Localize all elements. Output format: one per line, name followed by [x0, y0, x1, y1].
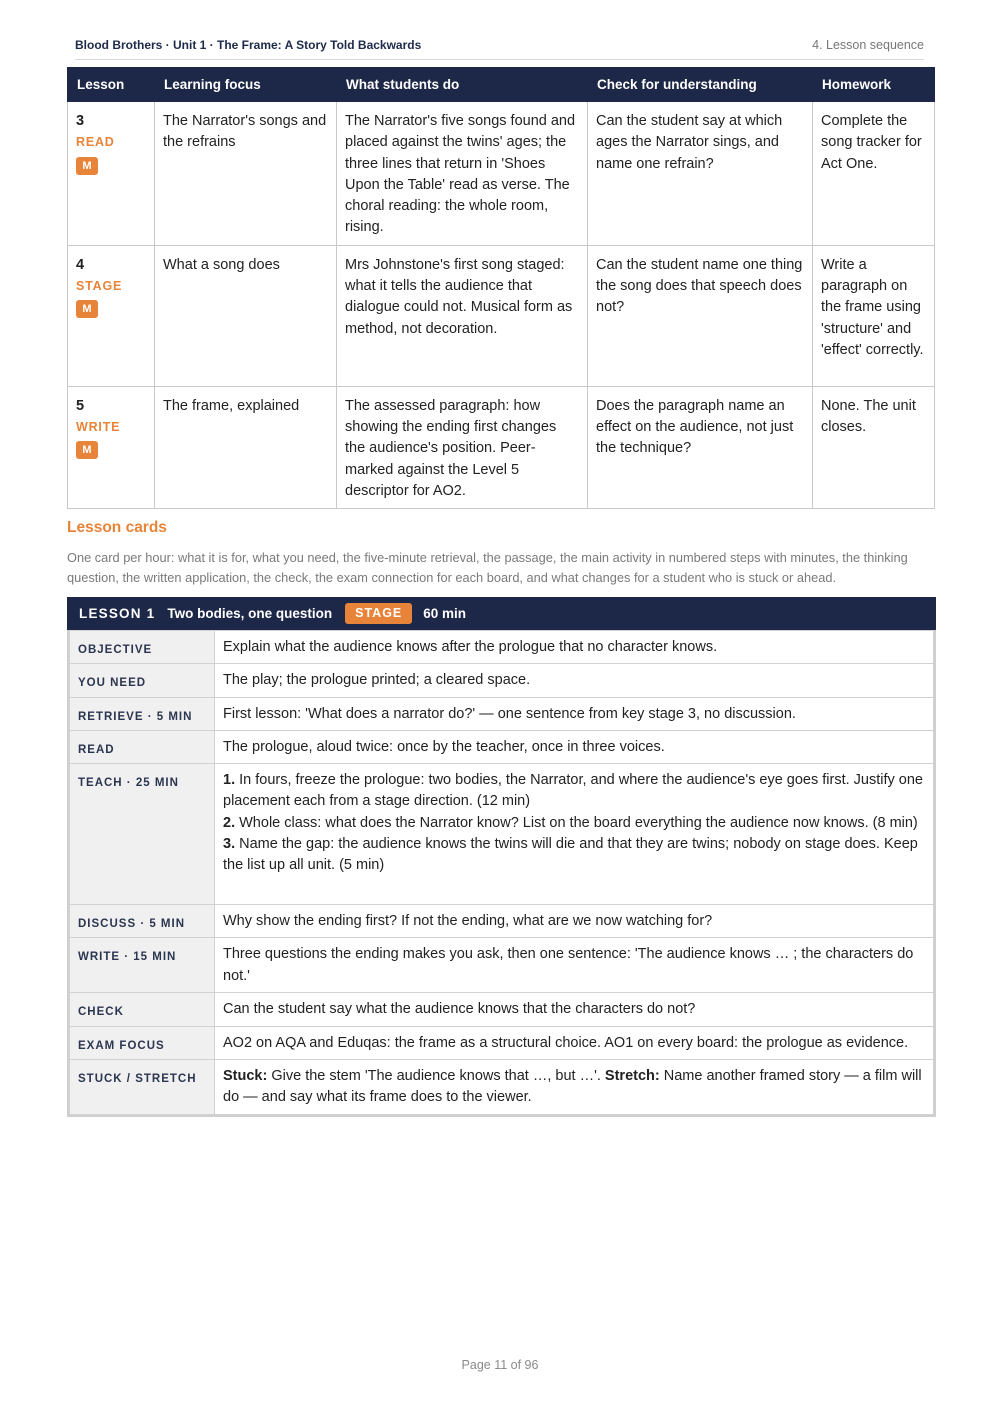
step-number: 1. — [223, 772, 236, 789]
row-label: READ — [70, 730, 215, 763]
row-label: RETRIEVE · 5 MIN — [70, 697, 215, 730]
stuck-label: Stuck: — [223, 1068, 268, 1085]
lesson-number: 5 — [76, 397, 85, 414]
card-header — [67, 597, 936, 630]
lesson-tag: WRITE — [76, 420, 121, 435]
page-number: Page 11 of 96 — [461, 1358, 539, 1372]
row-label: EXAM FOCUS — [70, 1026, 215, 1059]
step-text: Whole class: what does the Narrator know? List on the board everything the audience now knows. (8 min) — [239, 814, 918, 831]
card-row — [70, 1026, 934, 1059]
row-value: Explain what the audience knows after the prologue that no character knows. — [215, 631, 934, 664]
homework-cell: None. The unit closes. — [813, 386, 935, 508]
homework-cell: Complete the song tracker for Act One. — [813, 102, 935, 246]
row-label: WRITE · 15 MIN — [70, 938, 215, 993]
stuck-text: Give the stem 'The audience knows that …, but …'. — [271, 1068, 601, 1085]
page-header — [75, 37, 924, 60]
column-header: Check for understanding — [588, 68, 813, 102]
row-value: The play; the prologue printed; a cleared space. — [215, 664, 934, 697]
table-row — [68, 102, 935, 246]
card-table — [69, 630, 934, 1115]
card-row — [70, 697, 934, 730]
row-label: YOU NEED — [70, 664, 215, 697]
m-badge: M — [76, 300, 98, 318]
focus-cell: The frame, explained — [155, 386, 337, 508]
row-value: Why show the ending first? If not the ending, what are we now watching for? — [215, 905, 934, 938]
card-duration: 60 min — [423, 606, 467, 621]
card-lesson-label: LESSON 1 — [79, 606, 156, 621]
row-label: DISCUSS · 5 MIN — [70, 905, 215, 938]
teach-step — [223, 834, 925, 877]
activity-cell: The Narrator's five songs found and placed against the twins' ages; the three lines that return in 'Shoes Upon the Table' read as verse. The choral reading: the whole room, rising. — [337, 102, 588, 246]
unit-title: Blood Brothers · Unit 1 · The Frame: A Story Told Backwards — [75, 38, 422, 52]
column-header: What students do — [337, 68, 588, 102]
card-row — [70, 730, 934, 763]
row-value: Can the student say what the audience knows that the characters do not? — [215, 993, 934, 1026]
activity-cell: The assessed paragraph: how showing the ending first changes the audience's position. Peer-marked against the Level 5 descriptor for AO2. — [337, 386, 588, 508]
table-row — [68, 386, 935, 508]
row-value — [215, 764, 934, 905]
lesson-number: 4 — [76, 256, 85, 273]
card-row — [70, 631, 934, 664]
table-row — [68, 245, 935, 386]
check-cell: Can the student say at which ages the Narrator sings, and name one refrain? — [588, 102, 813, 246]
column-header: Lesson — [68, 68, 155, 102]
row-value: AO2 on AQA and Eduqas: the frame as a structural choice. AO1 on every board: the prologue as evidence. — [215, 1026, 934, 1059]
focus-cell: What a song does — [155, 245, 337, 386]
card-row — [70, 938, 934, 993]
row-label: STUCK / STRETCH — [70, 1060, 215, 1115]
m-badge: M — [76, 441, 98, 459]
step-number: 2. — [223, 814, 236, 831]
row-label: OBJECTIVE — [70, 631, 215, 664]
lesson-tag: STAGE — [76, 279, 123, 294]
card-mode-badge: STAGE — [345, 603, 412, 624]
teach-step — [223, 770, 925, 813]
card-row — [70, 905, 934, 938]
stretch-label: Stretch: — [604, 1068, 660, 1085]
card-row — [70, 664, 934, 697]
section-heading: Lesson cards — [67, 519, 167, 536]
lesson-tag: READ — [76, 135, 115, 150]
row-value: The prologue, aloud twice: once by the teacher, once in three voices. — [215, 730, 934, 763]
m-badge: M — [76, 157, 98, 175]
column-header: Learning focus — [155, 68, 337, 102]
focus-cell: The Narrator's songs and the refrains — [155, 102, 337, 246]
row-label: TEACH · 25 MIN — [70, 764, 215, 905]
lesson-sequence-table — [67, 67, 935, 509]
homework-cell: Write a paragraph on the frame using 'structure' and 'effect' correctly. — [813, 245, 935, 386]
check-cell: Can the student name one thing the song does that speech does not? — [588, 245, 813, 386]
card-row — [70, 1060, 934, 1115]
check-cell: Does the paragraph name an effect on the audience, not just the technique? — [588, 386, 813, 508]
table-header-row — [68, 68, 935, 102]
section-intro: One card per hour: what it is for, what you need, the five-minute retrieval, the passage, the main activity in numbered steps with minutes, the thinking question, the written application, the check, the exam connection for each board, and what changes for a student who is stuck or ahead. — [67, 550, 908, 585]
row-label: CHECK — [70, 993, 215, 1026]
activity-cell: Mrs Johnstone's first song staged: what it tells the audience that dialogue could not. Musical form as method, not decoration. — [337, 245, 588, 386]
teach-step — [223, 813, 925, 834]
step-text: In fours, freeze the prologue: two bodies, the Narrator, and where the audience's eye goes first. Justify one placement each from a stage direction. (12 min) — [223, 772, 923, 810]
column-header: Homework — [813, 68, 935, 102]
card-row — [70, 764, 934, 905]
lesson-card — [67, 597, 936, 1117]
section-label: 4. Lesson sequence — [812, 38, 924, 52]
lesson-number: 3 — [76, 113, 85, 129]
card-row — [70, 993, 934, 1026]
step-text: Name the gap: the audience knows the twins will die and that they are twins; nobody on stage does. Keep the list up all unit. (5 min) — [223, 836, 918, 874]
row-value — [215, 1060, 934, 1115]
lesson-cell — [68, 102, 155, 246]
row-value: Three questions the ending makes you ask, then one sentence: 'The audience knows … ; the characters do not.' — [215, 938, 934, 993]
step-number: 3. — [223, 836, 236, 853]
lesson-cell — [68, 245, 155, 386]
card-title: Two bodies, one question — [167, 606, 333, 621]
lesson-cell — [68, 386, 155, 508]
stretch-text: Name another framed story — a film will do — and say what its frame does to the viewer. — [223, 1068, 922, 1106]
row-value: First lesson: 'What does a narrator do?' — one sentence from key stage 3, no discussion. — [215, 697, 934, 730]
